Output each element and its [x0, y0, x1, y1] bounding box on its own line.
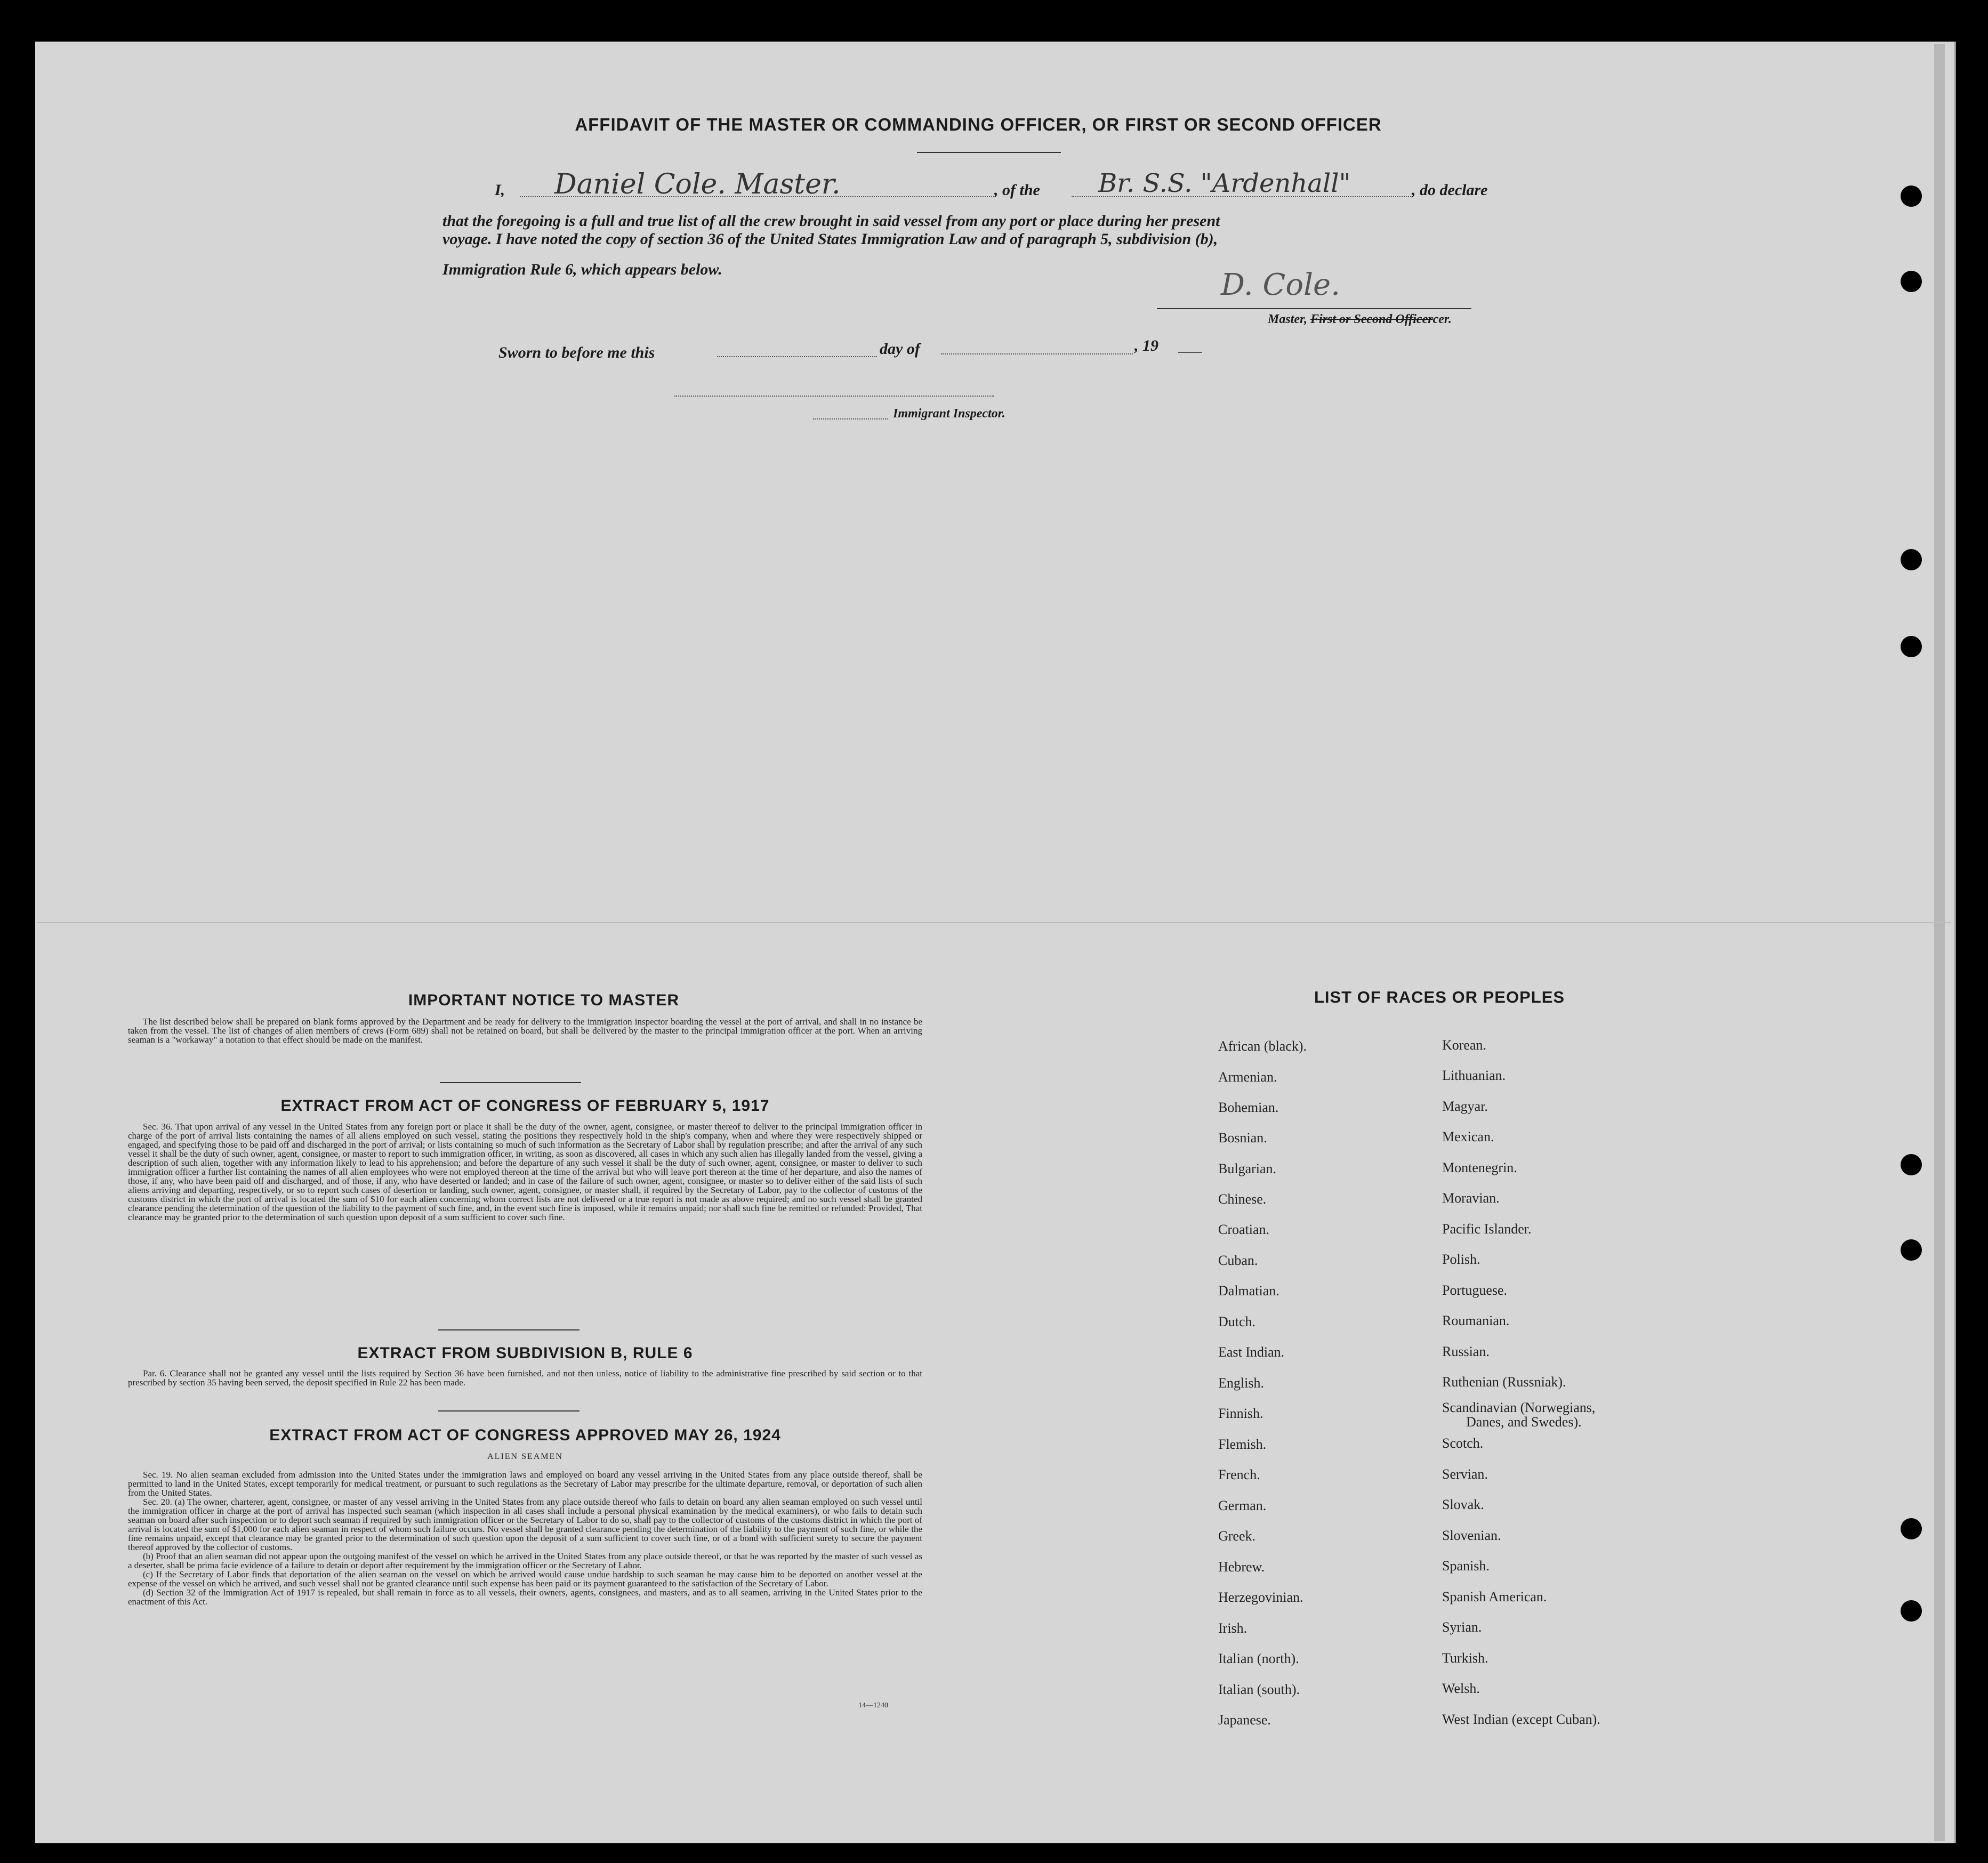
do-declare-text: , do declare: [1412, 181, 1488, 199]
punch-hole: [1901, 271, 1922, 292]
extract-1917-paragraph: Sec. 36. That upon arrival of any vessel in the United States from any foreign port or place it shall be the duty of the owner, agent, consignee, or master thereof to deliver to the principal immigration officer in charge of the port of arrival lists containing the names of all aliens employed on such vessel, stating the positions they respectively hold in the ship's company, when and where they were respectively shipped or engaged, and specifying those to be paid off and discharged in the port of arrival; or lists containing so much of such information as the Secretary of Labor shall by regulation prescribe; and after the arrival of any such vessel it shall be the duty of such owner, agent, consignee, or master to report to such immigration officer, in writing, as soon as discovered, all cases in which any such alien has illegally landed from the vessel, giving a description of such alien, together with any information likely to lead to his apprehension; and before the departure of any such vessel it shall be the duty of such owner, agent, consignee, or master to deliver to such immigration officer a further list containing the names of all alien employees who were not employed thereon at the time of the arrival but who will leave port thereon at the time of her departure, and also the names of those, if any, who have been paid off and discharged, and of those, if any, who have deserted or landed; and in case of the failure of such owner, agent, consignee, or master so to deliver either of the said lists of such aliens arriving and departing, respectively, or so to report such cases of desertion or landing, such owner, agent, consignee, or master shall, if required by the Secretary of Labor, pay to the collector of customs of the customs district in which the port of arrival is located the sum of $10 for each alien concerning whom correct lists are not delivered or a true report is not made as above required; and no such vessel shall be granted clearance pending the determination of the question of the liability to the payment of such fine, and, in the event such fine is imposed, while it remains unpaid; nor shall such fine be remitted or refunded: Provided, That clearance may be granted prior to the determination of such question upon deposit of a sum sufficient to cover such fine.: [128, 1122, 922, 1222]
race-item-right: Servian.: [1442, 1466, 1488, 1482]
punch-hole: [1901, 1518, 1922, 1539]
race-item-left: Greek.: [1218, 1528, 1256, 1544]
year-prefix: , 19: [1134, 337, 1158, 354]
caption-struck: First or Second Officer: [1310, 312, 1433, 326]
notice-title: IMPORTANT NOTICE TO MASTER: [408, 991, 680, 1009]
race-item-left: Croatian.: [1218, 1222, 1270, 1237]
race-item-left: Bohemian.: [1218, 1100, 1279, 1115]
rule6-text: [128, 1369, 922, 1387]
rule6-rule: [438, 1410, 580, 1412]
punch-hole: [1901, 1239, 1922, 1261]
punch-hole: [1901, 549, 1922, 570]
extract-1924-paragraph: Sec. 20. (a) The owner, charterer, agent, consignee, or master of any vessel arriving in the United States from any place outside thereof who fails to detain on board any alien seaman employed on such vessel until the immigration officer in charge at the port of arrival has inspected such seaman (which inspection in all cases shall include a personal physical examination by the medical examiners), or who fails to detain such seaman on board after such inspection or to deport such seaman if required by such immigration officer or the Secretary of Labor to do so, shall pay to the collector of customs of the customs district in which the port of arrival is located the sum of $1,000 for each alien seaman in respect of whom such failure occurs. No vessel shall be granted clearance pending the determination of the liability to the payment of such fine, or while the fine remains unpaid, except that clearance may be granted prior to the determination of such question upon the deposit of a sum sufficient to cover such fine, or of a bond with sufficient surety to secure the payment thereof approved by the collector of customs.: [128, 1497, 922, 1552]
race-item-right: Portuguese.: [1442, 1283, 1508, 1298]
page-edge: [1934, 44, 1945, 1841]
affidavit-i: I,: [495, 181, 505, 199]
race-item-right: Scandinavian (Norwegians,: [1442, 1400, 1596, 1415]
race-item-left: German.: [1218, 1498, 1267, 1513]
race-item-right: Polish.: [1442, 1252, 1480, 1267]
extract-1917-title: EXTRACT FROM ACT OF CONGRESS OF FEBRUARY 5, 1917: [280, 1097, 770, 1115]
affidavit-title: AFFIDAVIT OF THE MASTER OR COMMANDING OFFICER, OR FIRST OR SECOND OFFICER: [575, 115, 1382, 134]
signature: D. Cole.: [1221, 268, 1340, 302]
sworn-day-line: [717, 356, 877, 357]
affidavit-body-line2: that the foregoing is a full and true list of all the crew brought in said vessel from any port or place during her present: [442, 212, 1220, 230]
rule6-title: EXTRACT FROM SUBDIVISION B, RULE 6: [357, 1344, 693, 1362]
race-item-right: Scotch.: [1442, 1435, 1484, 1451]
race-item-left: Herzegovinian.: [1218, 1590, 1303, 1605]
caption-end: cer.: [1432, 312, 1452, 326]
inspector-line: [674, 396, 994, 397]
extract-1924-paragraph: (d) Section 32 of the Immigration Act of 1917 is repealed, but shall remain in force as to all vessels, their owners, agents, consignees, and masters, and as to all seamen, arriving in the United States prior to the enactment of this Act.: [128, 1587, 922, 1607]
notice-paragraph: The list described below shall be prepared on blank forms approved by the Department and be ready for delivery to the immigration inspector boarding the vessel at the port of arrival, and shall in no instance be taken from the vessel. The list of changes of alien members of crews (Form 689) shall not be retained on board, but shall be delivered by the master to the principal immigration officer at the port. When an arriving seaman is a "workaway" a notation to that effect should be made on the manifest.: [128, 1017, 922, 1045]
race-item-right: Ruthenian (Russniak).: [1442, 1374, 1566, 1390]
race-item-right: Slovak.: [1442, 1497, 1484, 1512]
extract-1924-paragraph: (c) If the Secretary of Labor finds that deportation of the alien seaman on the vessel on which he arrived would cause undue hardship to such seaman he may cause him to be deported on another vessel at the expense of the vessel on which he arrived, and such vessel shall not be granted clearance until such expense has been paid or its payment guaranteed to the satisfaction of the Secretary of Labor.: [128, 1569, 922, 1588]
extract-1917-text: [128, 1122, 922, 1222]
race-item-right: West Indian (except Cuban).: [1442, 1712, 1600, 1727]
race-item-right: Roumanian.: [1442, 1313, 1510, 1328]
race-item-right: Mexican.: [1442, 1129, 1494, 1144]
race-item-right: Spanish American.: [1442, 1589, 1547, 1604]
race-item-right: Korean.: [1442, 1037, 1487, 1053]
handwritten-vessel: Br. S.S. "Ardenhall": [1098, 168, 1351, 198]
race-item-left: English.: [1218, 1375, 1264, 1391]
punch-hole: [1901, 1600, 1922, 1622]
day-of-text: day of: [880, 340, 920, 358]
punch-hole: [1901, 636, 1922, 657]
punch-hole: [1901, 1154, 1922, 1175]
race-item-left: Italian (south).: [1218, 1682, 1300, 1697]
affidavit-body-line4: Immigration Rule 6, which appears below.: [442, 261, 722, 278]
notice-rule: [440, 1082, 581, 1083]
race-item-left: Flemish.: [1218, 1437, 1267, 1452]
race-item-right: Russian.: [1442, 1344, 1490, 1359]
race-item-right-continuation: Danes, and Swedes).: [1466, 1414, 1582, 1430]
signature-line: [1157, 308, 1471, 309]
extract-1924-subtitle: ALIEN SEAMEN: [487, 1452, 563, 1461]
race-item-left: Irish.: [1218, 1620, 1247, 1636]
race-item-left: French.: [1218, 1467, 1260, 1482]
race-item-left: African (black).: [1218, 1038, 1307, 1054]
race-item-left: Dutch.: [1218, 1314, 1256, 1329]
form-number: 14—1240: [858, 1701, 888, 1709]
race-item-right: Spanish.: [1442, 1558, 1490, 1574]
race-item-left: Cuban.: [1218, 1253, 1258, 1268]
notice-text: [128, 1017, 922, 1044]
race-item-right: Slovenian.: [1442, 1528, 1501, 1543]
page-fold: [37, 922, 1951, 923]
caption-master: Master,: [1268, 312, 1308, 326]
race-item-right: Turkish.: [1442, 1650, 1488, 1666]
extract-1924-paragraph: Sec. 19. No alien seaman excluded from admission into the United States under the immigration laws and employed on board any vessel arriving in the United States from any place outside thereof, shall be permitted to land in the United States, except temporarily for medical treatment, or pursuant to such regulations as the Secretary of Labor may prescribe for the ultimate departure, removal, or deportation of such alien from the United States.: [128, 1470, 922, 1498]
signature-caption: [1268, 312, 1452, 327]
year-line: [1178, 352, 1202, 353]
rule6-paragraph: Par. 6. Clearance shall not be granted any vessel until the lists required by Section 36 have been furnished, and not then unless, notice of liability to the administrative fine prescribed by said section or to that prescribed by section 35 having been served, the deposit specified in Rule 22 has been made.: [128, 1368, 922, 1388]
races-title: LIST OF RACES OR PEOPLES: [1314, 988, 1565, 1006]
of-the-text: , of the: [994, 181, 1040, 199]
race-item-left: Italian (north).: [1218, 1651, 1299, 1666]
inspector-caption: Immigrant Inspector.: [893, 407, 1005, 421]
title-rule: [917, 152, 1061, 153]
race-item-right: Pacific Islander.: [1442, 1221, 1532, 1237]
extract-1924-title: EXTRACT FROM ACT OF CONGRESS APPROVED MAY 26, 1924: [269, 1426, 781, 1444]
race-item-left: Dalmatian.: [1218, 1283, 1279, 1299]
race-item-right: Syrian.: [1442, 1619, 1482, 1635]
extract-1917-rule: [438, 1329, 580, 1330]
race-item-right: Magyar.: [1442, 1099, 1488, 1114]
race-item-left: Bulgarian.: [1218, 1161, 1277, 1176]
extract-1924-text: [128, 1470, 922, 1606]
race-item-left: Japanese.: [1218, 1712, 1271, 1728]
race-item-right: Welsh.: [1442, 1681, 1480, 1696]
race-item-left: Finnish.: [1218, 1406, 1263, 1421]
race-item-left: Bosnian.: [1218, 1130, 1267, 1146]
race-item-left: Chinese.: [1218, 1191, 1267, 1207]
inspector-short-line: [813, 418, 888, 420]
sworn-month-line: [941, 353, 1133, 354]
race-item-right: Moravian.: [1442, 1190, 1500, 1206]
race-item-right: Montenegrin.: [1442, 1160, 1517, 1175]
race-item-left: Hebrew.: [1218, 1559, 1265, 1575]
extract-1924-paragraph: (b) Proof that an alien seaman did not appear upon the outgoing manifest of the vessel on which he arrived in the United States from any place outside thereof, or that he was reported by the master of such vessel as a deserter, shall be prima facie evidence of a failure to detain or deport after requirement by the immigration officer or the Secretary of Labor.: [128, 1551, 922, 1570]
race-item-left: Armenian.: [1218, 1069, 1277, 1085]
punch-hole: [1901, 186, 1922, 207]
race-item-left: East Indian.: [1218, 1344, 1285, 1360]
race-item-right: Lithuanian.: [1442, 1068, 1506, 1083]
affidavit-body-line3: voyage. I have noted the copy of section 36 of the United States Immigration Law and of paragraph 5, subdivision (b),: [442, 230, 1218, 248]
sworn-text: Sworn to before me this: [498, 344, 655, 361]
handwritten-name: Daniel Cole. Master.: [554, 168, 841, 200]
